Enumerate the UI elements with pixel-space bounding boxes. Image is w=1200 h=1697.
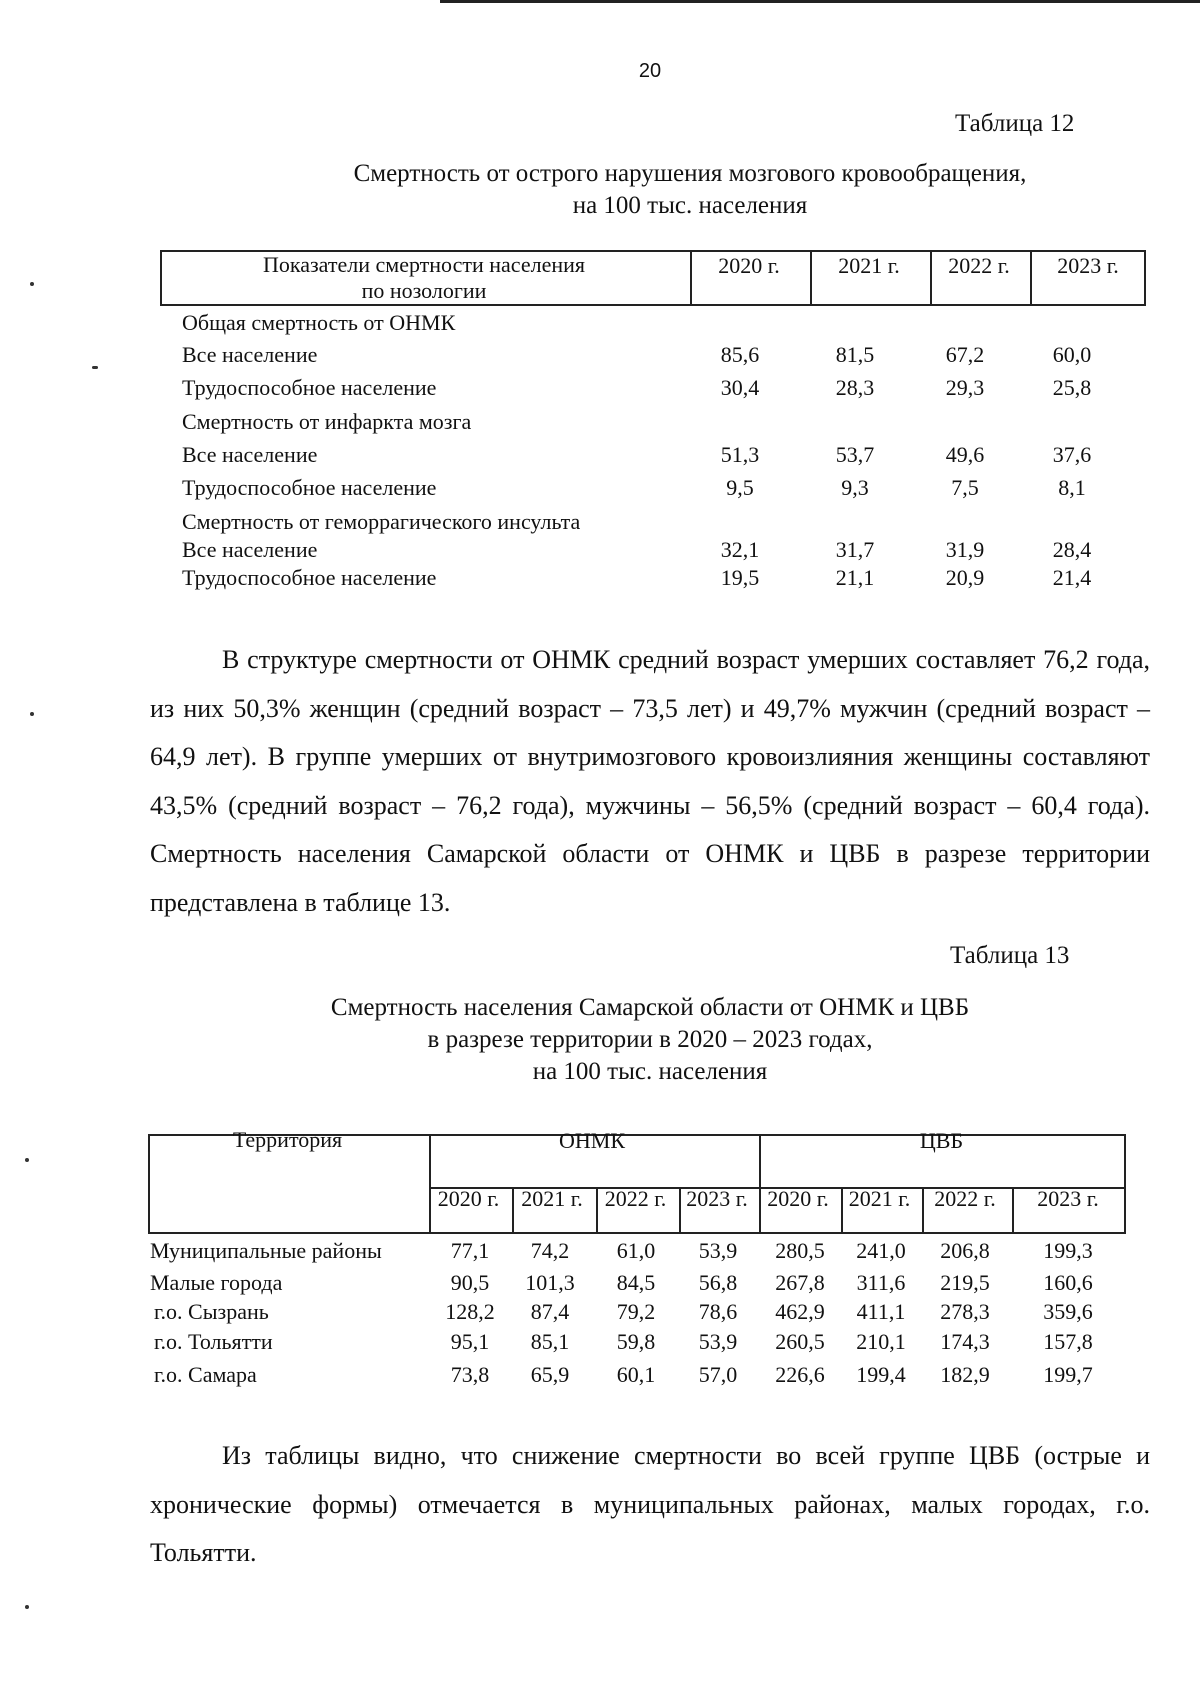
- table13-cell: 206,8: [940, 1238, 990, 1263]
- table13-row-name: Малые города: [150, 1270, 283, 1295]
- top-border-line: [440, 0, 1200, 3]
- table13-header-year: 2022 г.: [934, 1186, 996, 1211]
- table12-cell: 53,7: [835, 442, 875, 467]
- table13-cell: 60,1: [616, 1362, 656, 1387]
- table12-row-label: Трудоспособное население: [182, 565, 437, 590]
- table13-cell: 128,2: [445, 1299, 495, 1324]
- table12-cell: 29,3: [945, 375, 985, 400]
- table12-cell: 21,4: [1052, 565, 1092, 590]
- table13-cell: 411,1: [856, 1299, 906, 1324]
- table13-header-year: 2023 г.: [686, 1186, 748, 1211]
- table13-cell: 85,1: [530, 1329, 570, 1354]
- table12-header-year: 2023 г.: [1057, 253, 1119, 278]
- table13-cell: 59,8: [616, 1329, 656, 1354]
- table13-cell: 210,1: [856, 1329, 906, 1354]
- table13-header-year: 2023 г.: [1037, 1186, 1099, 1211]
- table12-header-indicator: Показатели смертности населения по нозологии: [262, 252, 586, 303]
- table13-cell: 56,8: [698, 1270, 738, 1295]
- table13-cell: 280,5: [775, 1238, 825, 1263]
- table13-cell: 311,6: [856, 1270, 906, 1295]
- table13-cell: 90,5: [450, 1270, 490, 1295]
- table12-cell: 20,9: [945, 565, 985, 590]
- table12-label: Таблица 12: [955, 110, 1075, 137]
- table13-cell: 462,9: [775, 1299, 825, 1324]
- table13-row-name: г.о. Сызрань: [154, 1299, 269, 1324]
- table13-title-line3: на 100 тыс. населения: [532, 1058, 768, 1085]
- table12-row-label: Все население: [182, 442, 318, 467]
- scan-speck: [92, 366, 98, 369]
- table12-group-title: Общая смертность от ОНМК: [182, 310, 456, 335]
- table12-row-label: Трудоспособное население: [182, 375, 437, 400]
- table12-cell: 9,5: [726, 475, 754, 500]
- table12-title-line2: на 100 тыс. населения: [572, 192, 808, 219]
- scan-speck: [30, 282, 34, 286]
- table13-cell: 87,4: [530, 1299, 570, 1324]
- table12-cell: 85,6: [720, 342, 760, 367]
- table13-header-territory: Территория: [232, 1127, 343, 1152]
- table13-cell: 74,2: [530, 1238, 570, 1263]
- table13-cell: 157,8: [1043, 1329, 1093, 1354]
- table13-title: [0, 992, 1200, 1088]
- table13-label: Таблица 13: [950, 942, 1070, 969]
- table12-cell: 37,6: [1052, 442, 1092, 467]
- table13-row-name: Муниципальные районы: [150, 1238, 382, 1263]
- table12-cell: 28,4: [1052, 537, 1092, 562]
- table12-cell: 9,3: [841, 475, 869, 500]
- table13-header-year: 2021 г.: [521, 1186, 583, 1211]
- table13-cell: 174,3: [940, 1329, 990, 1354]
- table12-cell: 32,1: [720, 537, 760, 562]
- table13-cell: 199,7: [1043, 1362, 1093, 1387]
- table13-header-year: 2022 г.: [604, 1186, 667, 1211]
- table13-cell: 199,3: [1043, 1238, 1093, 1263]
- table13-cell: 53,9: [698, 1329, 738, 1354]
- table12-cell: 21,1: [835, 565, 875, 590]
- scan-speck: [25, 1158, 29, 1162]
- table13-header-group-cvb: ЦВБ: [919, 1128, 964, 1153]
- scan-speck: [25, 1605, 29, 1609]
- table13-cell: 359,6: [1043, 1299, 1093, 1324]
- table13-title-line1: Смертность населения Самарской области от ОНМК и ЦВБ: [330, 994, 970, 1021]
- body-paragraph: В структуре смертности от ОНМК средний возраст умерших составляет 76,2 года, из них 50,3% женщин (средний возраст – 73,5 лет) и 49,7% мужчин (средний возраст – 64,9 лет). В группе умерших от внутримозгового кровоизлияния женщины составляют 43,5% (средний возраст – 76,2 года), мужчины – 56,5% (средний возраст – 60,4 года). Смертность населения Самарской области от ОНМК и ЦВБ в разрезе территории представлена в таблице 13.: [150, 645, 1150, 917]
- table12-cell: 8,1: [1058, 475, 1086, 500]
- table12-cell: 28,3: [835, 375, 875, 400]
- table13-title-line2: в разрезе территории в 2020 – 2023 годах,: [427, 1026, 873, 1053]
- table12-row-label: Все население: [182, 342, 318, 367]
- table12-cell: 25,8: [1052, 375, 1092, 400]
- table13-cell: 226,6: [775, 1362, 825, 1387]
- table13-header-year: 2020 г.: [437, 1186, 500, 1211]
- table12-header-year: 2020 г.: [718, 253, 780, 278]
- table13-cell: 95,1: [450, 1329, 490, 1354]
- table13-cell: 79,2: [616, 1299, 656, 1324]
- table13-cell: 219,5: [940, 1270, 990, 1295]
- table12-header-year: 2021 г.: [838, 253, 900, 278]
- table13-cell: 278,3: [940, 1299, 990, 1324]
- table12-cell: 81,5: [835, 342, 875, 367]
- table13-cell: 65,9: [530, 1362, 570, 1387]
- table13-cell: 101,3: [525, 1270, 575, 1295]
- table13-cell: 199,4: [856, 1362, 906, 1387]
- table13-cell: 53,9: [698, 1238, 738, 1263]
- page-number: 20: [638, 60, 662, 82]
- table13-header-year: 2021 г.: [848, 1186, 911, 1211]
- table13-header-year: 2020 г.: [767, 1186, 829, 1211]
- table12-cell: 19,5: [720, 565, 760, 590]
- table12-row-label: Трудоспособное население: [182, 475, 437, 500]
- table13-cell: 78,6: [698, 1299, 738, 1324]
- table12-cell: 31,7: [835, 537, 875, 562]
- table13-cell: 267,8: [775, 1270, 825, 1295]
- body-paragraph: Из таблицы видно, что снижение смертности во всей группе ЦВБ (острые и хронические формы) отмечается в муниципальных районах, малых городах, г.о. Тольятти.: [150, 1441, 1150, 1567]
- table13-cell: 160,6: [1043, 1270, 1093, 1295]
- table13-row-name: г.о. Тольятти: [154, 1329, 273, 1354]
- table13-row-name: г.о. Самара: [154, 1362, 257, 1387]
- table13-header-group-onmk: ОНМК: [558, 1128, 625, 1153]
- table12-cell: 51,3: [720, 442, 760, 467]
- table12-cell: 49,6: [945, 442, 985, 467]
- table12-title-line1: Смертность от острого нарушения мозгового кровообращения,: [353, 160, 1027, 187]
- table13-cell: 77,1: [450, 1238, 490, 1263]
- table12-title: [0, 158, 1200, 222]
- table13-cell: 73,8: [450, 1362, 490, 1387]
- table12-cell: 67,2: [945, 342, 985, 367]
- table12-group-title: Смертность от инфаркта мозга: [182, 409, 472, 434]
- table12-group-title: Смертность от геморрагического инсульта: [182, 509, 581, 534]
- table13-cell: 84,5: [616, 1270, 656, 1295]
- table13-cell: 61,0: [616, 1238, 656, 1263]
- scan-speck: [30, 712, 34, 716]
- table13-cell: 260,5: [775, 1329, 825, 1354]
- table12-cell: 31,9: [945, 537, 985, 562]
- table12-cell: 7,5: [951, 475, 979, 500]
- table13-cell: 182,9: [940, 1362, 990, 1387]
- table12-cell: 30,4: [720, 375, 760, 400]
- table13-cell: 57,0: [698, 1362, 738, 1387]
- table12-header-year: 2022 г.: [948, 253, 1010, 278]
- table13-cell: 241,0: [856, 1238, 906, 1263]
- table12-cell: 60,0: [1052, 342, 1092, 367]
- table12-row-label: Все население: [182, 537, 318, 562]
